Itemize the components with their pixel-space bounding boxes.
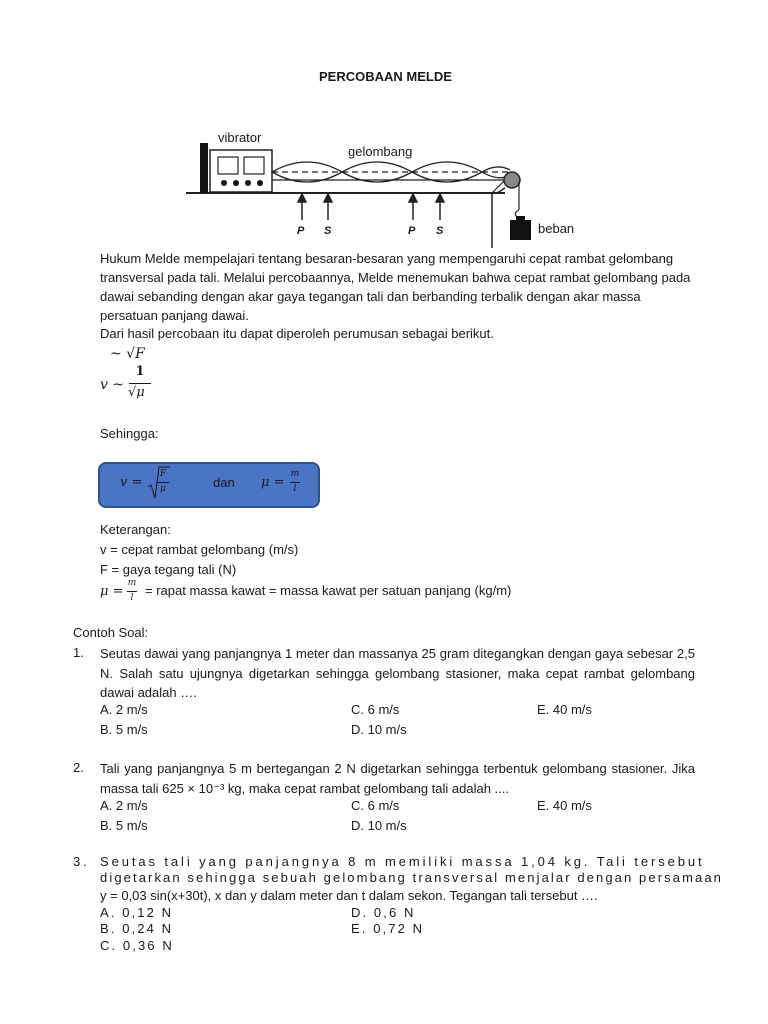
marker-s: S <box>436 225 444 237</box>
option-c: C. 0,36 N <box>100 938 174 953</box>
table-edge-right <box>492 180 505 193</box>
question-line-1: Seutas tali yang panjangnya 8 m memiliki massa 1,04 kg. Tali tersebut <box>100 854 705 869</box>
question-line-3: y = 0,03 sin(x+30t), x dan y dalam meter dan t dalam sekon. Tegangan tali tersebut …. <box>100 888 598 903</box>
vibrator-label: vibrator <box>218 130 262 145</box>
keterangan-mu-lhs: μ = <box>100 584 124 599</box>
proportional-eq-2-den: √μ <box>128 385 145 400</box>
load-weight-icon <box>510 220 531 240</box>
option-e: E. 40 m/s <box>537 702 592 717</box>
option-d: D. 0,6 N <box>351 905 416 920</box>
option-d: D. 10 m/s <box>351 722 407 737</box>
keterangan-v: v = cepat rambat gelombang (m/s) <box>100 542 299 557</box>
keterangan-mu-text: = rapat massa kawat = massa kawat per satuan panjang (kg/m) <box>145 583 512 598</box>
formula-v-num: F <box>159 469 167 479</box>
melde-apparatus-diagram <box>0 0 768 260</box>
option-c: C. 6 m/s <box>351 702 400 717</box>
keterangan-mu-den: l <box>130 593 134 603</box>
question-line-2: digetarkan sehingga sebuah gelombang transversal menjalar dengan persamaan <box>100 870 723 885</box>
proportional-eq-1: ~ √F <box>110 346 145 362</box>
wave-label: gelombang <box>348 144 413 159</box>
keterangan-heading: Keterangan: <box>100 522 171 537</box>
formula-dan: dan <box>213 475 235 490</box>
node-arrows <box>298 194 444 220</box>
intro-paragraph: Hukum Melde mempelajari tentang besaran-besaran yang mempengaruhi cepat rambat gelombang transversal pada tali. Melalui percobaannya, Melde menemukan bahwa cepat rambat gelombang pada dawai sebanding dengan akar gaya tegangan tali dan berbanding terbalik dengan akar massa persatuan panjang dawai. <box>100 251 691 323</box>
question-number: 2. <box>73 760 84 775</box>
option-e: E. 0,72 N <box>351 921 425 936</box>
page-title: PERCOBAAN MELDE <box>319 69 452 84</box>
formula-v-den: μ <box>160 484 166 494</box>
option-c: C. 6 m/s <box>351 798 400 813</box>
option-b: B. 5 m/s <box>100 722 148 737</box>
vibrator-clamp <box>200 143 208 193</box>
option-e: E. 40 m/s <box>537 798 592 813</box>
load-label: beban <box>538 221 575 236</box>
question-text: Seutas dawai yang panjangnya 1 meter dan massanya 25 gram ditegangkan dengan gaya sebesar 2,5 N. Salah satu ujungnya digetarkan sehingga gelombang stasioner, maka cepat rambat gelombang dawai adalah …. <box>100 646 695 700</box>
sehingga-label: Sehingga: <box>100 426 159 441</box>
marker-p: P <box>408 225 416 237</box>
fraction-bar <box>129 383 151 384</box>
option-a: A. 0,12 N <box>100 905 174 920</box>
intro-line-2: Dari hasil percobaan itu dapat diperoleh perumusan sebagai berikut. <box>100 326 494 341</box>
marker-s: S <box>324 225 332 237</box>
formula-v-lhs: v = <box>120 475 143 490</box>
option-d: D. 10 m/s <box>351 818 407 833</box>
formula-mu-lhs: μ = <box>261 475 285 490</box>
keterangan-F: F = gaya tegang tali (N) <box>100 562 237 577</box>
contoh-heading: Contoh Soal: <box>73 625 149 640</box>
fraction-bar <box>127 591 137 592</box>
question-text: Tali yang panjangnya 5 m bertegangan 2 N digetarkan sehingga terbentuk gelombang stasioner. Jika massa tali 625 × 10⁻³ kg, maka cepat rambat gelombang tali adalah .... <box>100 761 695 796</box>
keterangan-mu-num: m <box>127 578 137 588</box>
question-number: 1. <box>73 645 84 660</box>
marker-p: P <box>297 225 305 237</box>
question-number: 3. <box>73 854 90 869</box>
proportional-eq-2-num: 1 <box>135 364 145 379</box>
option-b: B. 0,24 N <box>100 921 174 936</box>
fraction-bar <box>290 482 300 483</box>
formula-mu-num: m <box>290 469 300 479</box>
proportional-eq-2-lhs: v ~ <box>100 377 125 393</box>
option-a: A. 2 m/s <box>100 702 148 717</box>
formula-mu-den: l <box>293 484 297 494</box>
pulley-icon <box>504 172 520 188</box>
option-a: A. 2 m/s <box>100 798 148 813</box>
standing-wave <box>272 162 510 182</box>
option-b: B. 5 m/s <box>100 818 148 833</box>
fraction-bar <box>157 482 169 483</box>
